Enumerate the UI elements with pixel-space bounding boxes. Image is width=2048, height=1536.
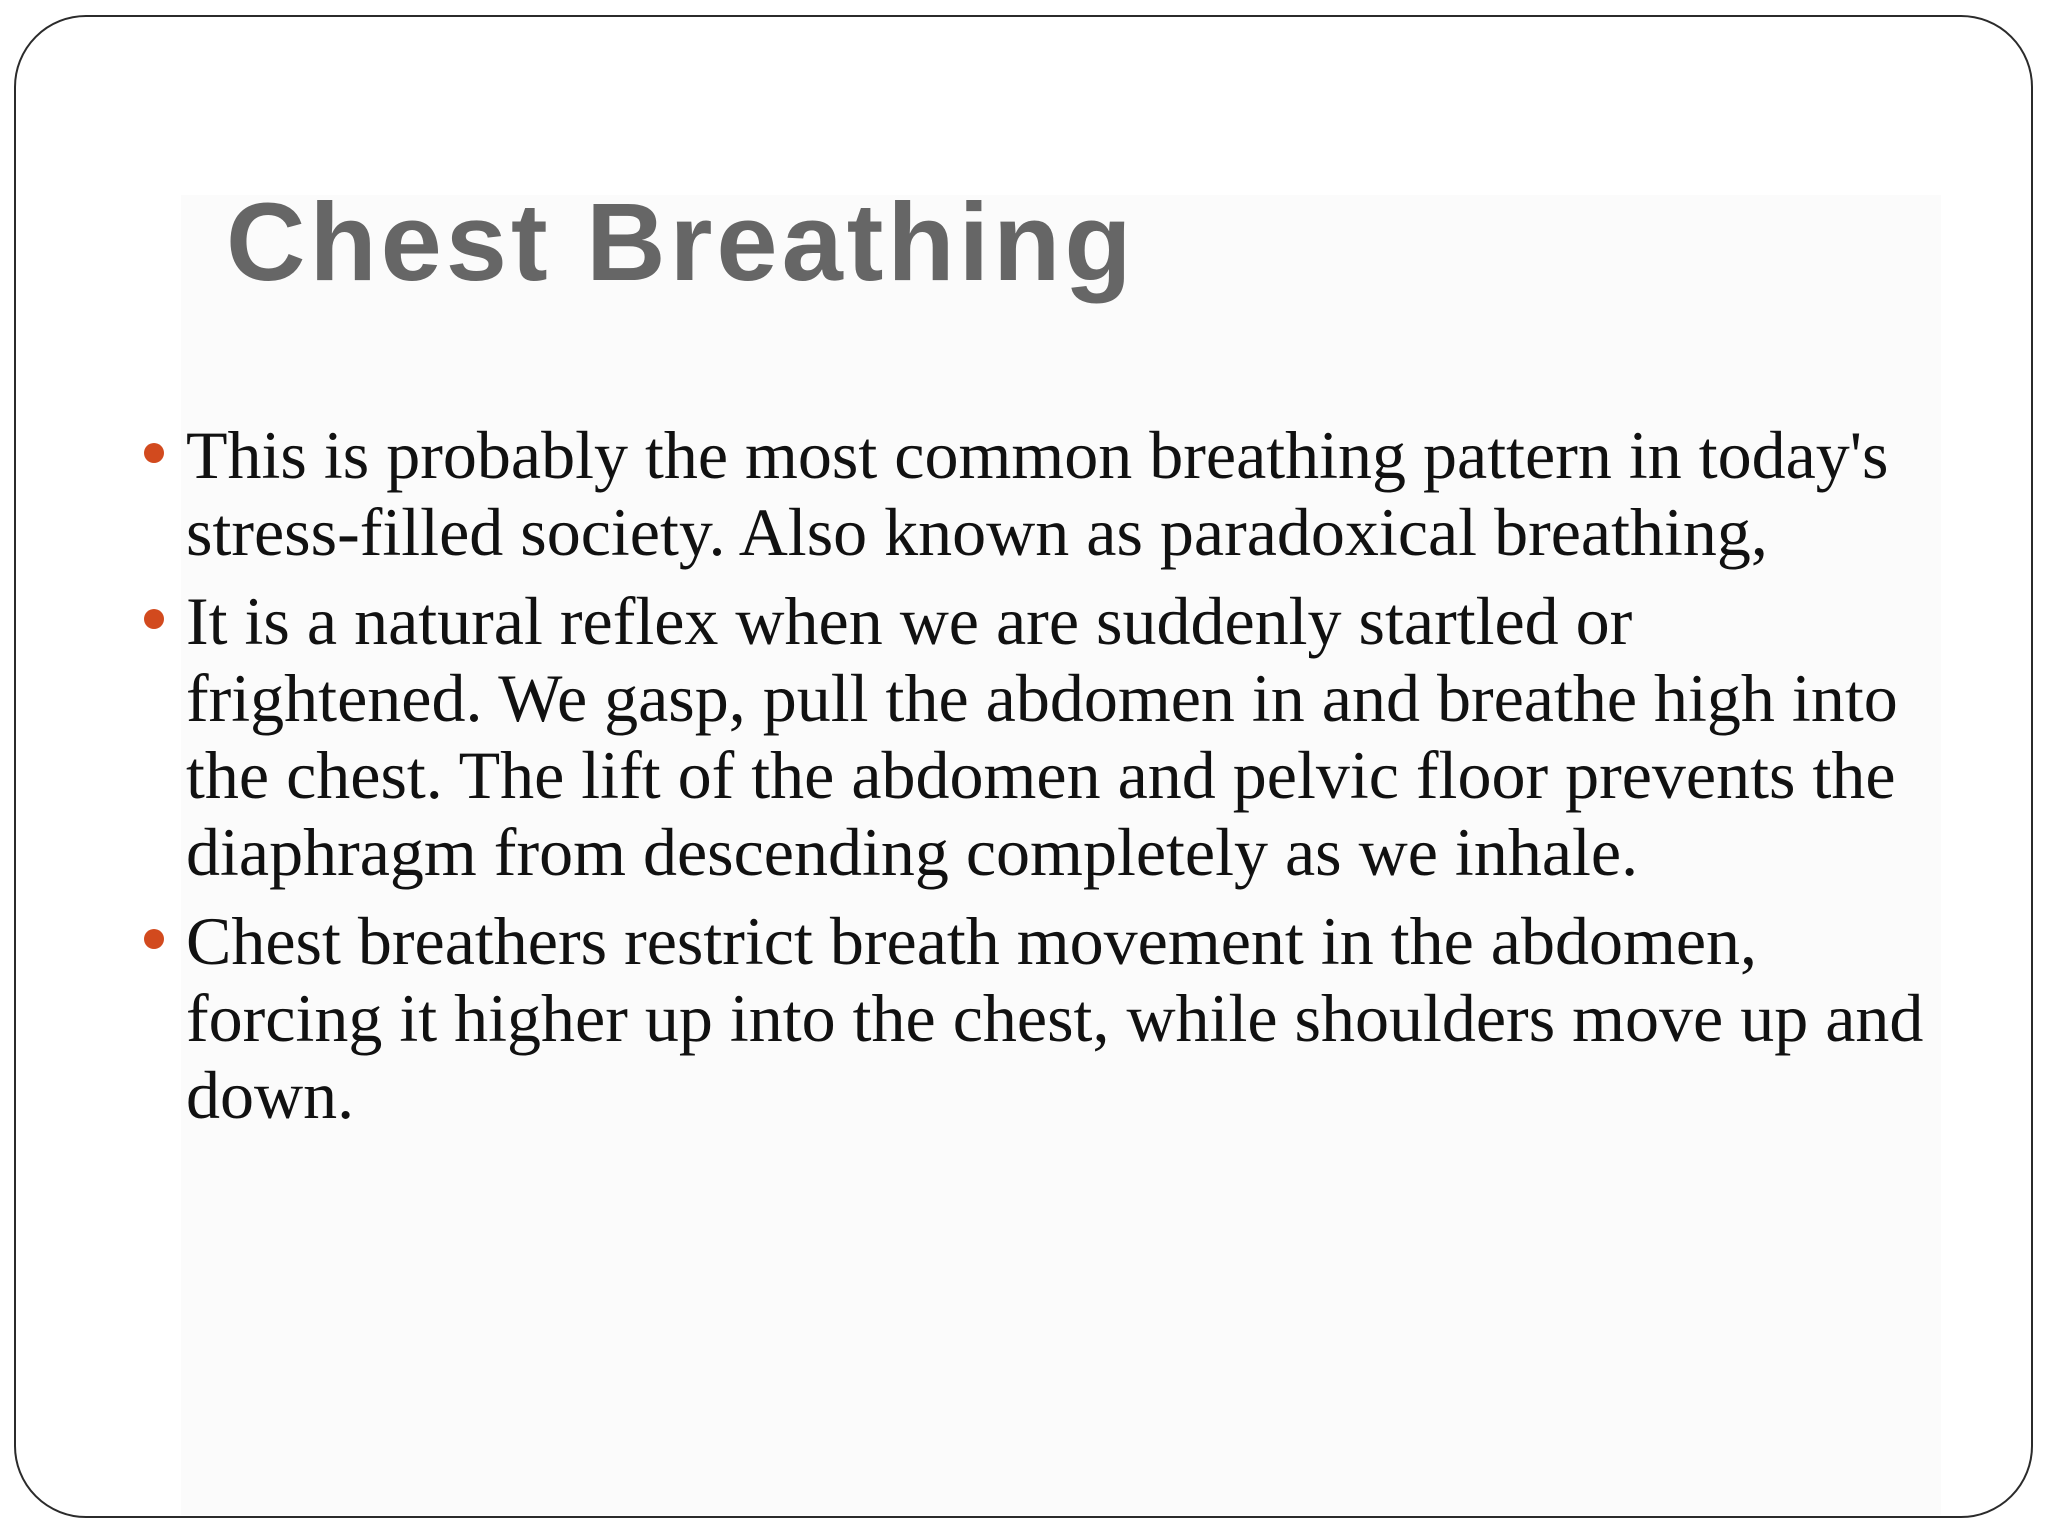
bullet-text: This is probably the most common breathing pattern in today's stress-filled society. Also known as paradoxical breathing, — [186, 417, 1889, 570]
bullet-dot-icon — [144, 929, 164, 949]
bullet-item — [186, 417, 1936, 571]
bullet-dot-icon — [144, 443, 164, 463]
bullet-item — [186, 903, 1936, 1134]
bullet-item — [186, 583, 1936, 891]
slide-frame — [14, 15, 2033, 1518]
bullet-text: It is a natural reflex when we are suddenly startled or frightened. We gasp, pull the abdomen in and breathe high into the chest. The lift of the abdomen and pelvic floor prevents the diaphragm from descending completely as we inhale. — [186, 583, 1898, 890]
bullet-list — [186, 417, 1936, 1146]
bullet-dot-icon — [144, 609, 164, 629]
slide-title: Chest Breathing — [226, 181, 1136, 304]
bullet-text: Chest breathers restrict breath movement in the abdomen, forcing it higher up into the chest, while shoulders move up and down. — [186, 903, 1924, 1133]
